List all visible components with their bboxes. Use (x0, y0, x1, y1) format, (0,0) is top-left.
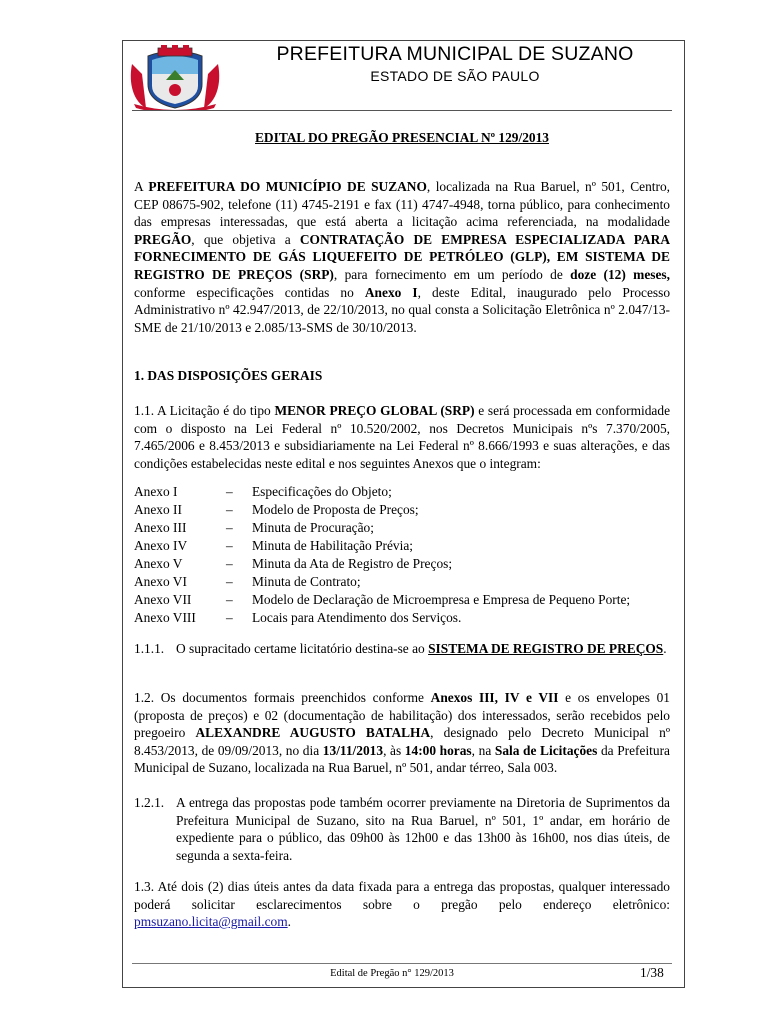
annex-item: Anexo VII – Modelo de Declaração de Microempresa e Empresa de Pequeno Porte; (134, 592, 631, 607)
annex-item: Anexo II – Modelo de Proposta de Preços; (134, 502, 419, 517)
email-link[interactable]: pmsuzano.licita@gmail.com (134, 914, 288, 930)
annex-item: Anexo III – Minuta de Procuração; (134, 520, 374, 535)
annex-list (134, 483, 674, 627)
annex-item: Anexo VIII – Locais para Atendimento dos Serviços. (134, 610, 462, 625)
annex-item: Anexo V – Minuta da Ata de Registro de Preços; (134, 556, 453, 571)
paragraph-1-3: 1.3. Até dois (2) dias úteis antes da data fixada para a entrega das propostas, qualquer interessado poderá solicitar esclarecimentos sobre o pregão pelo endereço eletrônico: pmsuzano.licita@gmail.com. (134, 879, 670, 930)
annex-item: Anexo VI – Minuta de Contrato; (134, 574, 361, 589)
paragraph-1-2: 1.2. Os documentos formais preenchidos conforme Anexos III, IV e VII e os envelopes 01 (proposta de preços) e 02 (documentação de habilitação) dos interessados, serão recebidos pelo pregoeiro ALEXANDRE AUGUSTO BATALHA, designado pelo Decreto Municipal nº 8.453/2013, de 09/09/2013, no dia 13/11/2013, às 14:00 horas, na Sala de Licitações da Prefeitura Municipal de Suzano, localizada na Rua Baruel, nº 501, andar térreo, Sala 003. (134, 690, 671, 776)
edital-title: EDITAL DO PREGÃO PRESENCIAL Nº 129/2013 (255, 130, 549, 145)
header-divider (132, 110, 672, 111)
intro-paragraph: A PREFEITURA DO MUNICÍPIO DE SUZANO, localizada na Rua Baruel, nº 501, Centro, CEP 08675-902, telefone (11) 4745-2191 e fax (11) 4747-4948, torna público, para conhecimento das empresas interessadas, que está aberta a licitação acima referenciada, na modalidade PREGÃO, que objetiva a CONTRATAÇÃO DE EMPRESA ESPECIALIZADA PARA FORNECIMENTO DE GÁS LIQUEFEITO DE PETRÓLEO (GLP), EM SISTEMA DE REGISTRO DE PREÇOS (SRP), para fornecimento em um período de doze (12) meses, conforme especificações contidas no Anexo I, deste Edital, inaugurado pelo Processo Administrativo nº 42.947/2013, de 22/10/2013, no qual consta a Solicitação Eletrônica nº 2.047/13-SME de 21/10/2013 e 2.085/13-SMS de 30/10/2013. (134, 179, 671, 335)
annex-item: Anexo IV – Minuta de Habilitação Prévia; (134, 538, 414, 553)
annex-item: Anexo I – Especificações do Objeto; (134, 484, 392, 499)
paragraph-1-2-1: A entrega das propostas pode também ocorrer previamente na Diretoria de Suprimentos da Prefeitura Municipal de Suzano, sito na Rua Baruel, nº 501, 1º andar, em horário de expediente para o público, das 09h00 às 12h00 e das 13h00 às 16h00, nos dias úteis, de segunda a sexta-feira. (176, 795, 670, 863)
page-number: 1/38 (640, 965, 664, 980)
municipal-coat-of-arms-logo (128, 44, 222, 110)
paragraph-1-1: 1.1. A Licitação é do tipo MENOR PREÇO GLOBAL (SRP) e será processada em conformidade com o disposto na Lei Federal nº 10.520/2002, nos Decretos Municipais nºs 7.370/2005, 7.465/2006 e 8.453/2013 e subsidiariamente na Lei Federal nº 8.666/1993 e suas alterações, e das condições estabelecidas neste edital e nos seguintes Anexos que o integram: (134, 403, 671, 471)
footer-label: Edital de Pregão n° 129/2013 (330, 968, 454, 979)
state-subtitle: ESTADO DE SÃO PAULO (370, 68, 540, 84)
paragraph-number: 1.1.1. (134, 641, 165, 656)
paragraph-number: 1.2.1. (134, 795, 165, 810)
section-heading: 1. DAS DISPOSIÇÕES GERAIS (134, 368, 323, 383)
municipality-title: PREFEITURA MUNICIPAL DE SUZANO (276, 43, 634, 65)
footer-divider (132, 963, 672, 964)
paragraph-1-1-1: O supracitado certame licitatório destina-se ao SISTEMA DE REGISTRO DE PREÇOS. (176, 641, 667, 656)
